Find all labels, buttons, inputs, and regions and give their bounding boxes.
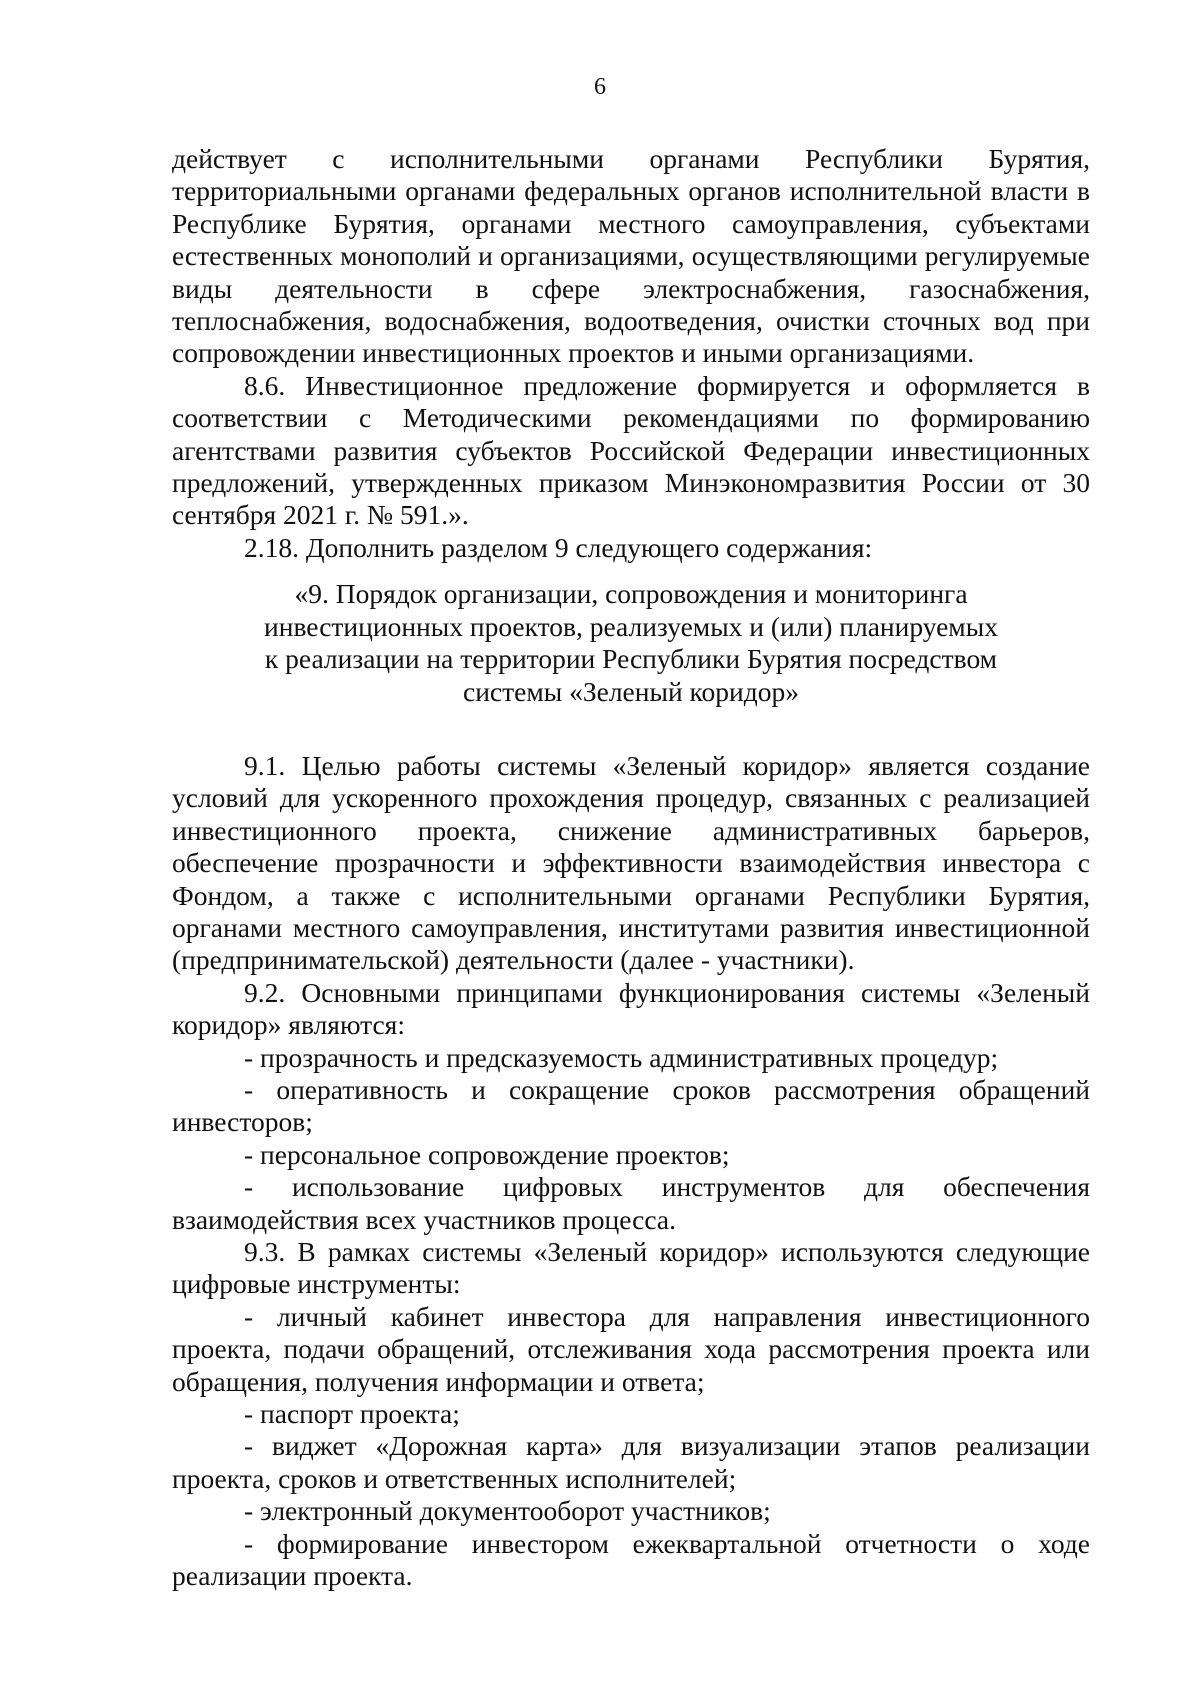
spacer [172, 708, 1090, 750]
list-item: - паспорт проекта; [244, 1398, 460, 1430]
page-number: 6 [594, 74, 606, 100]
list-item: - личный кабинет инвестора для направления инвестиционного проекта, подачи обращений, отслеживания хода рассмотрения проекта или обращения, получения информации и ответа; [172, 1300, 1090, 1397]
list-item: - виджет «Дорожная карта» для визуализации этапов реализации проекта, сроков и ответственных исполнителей; [172, 1430, 1090, 1494]
paragraph-9-1: 9.1. Целью работы системы «Зеленый коридор» является создание условий для ускоренного прохождения процедур, связанных с реализацией инвестиционного проекта, снижение административных барьеров, обеспечение прозрачности и эффективности взаимодействия инвестора с Фондом, а также с исполнительными органами Республики Бурятия, органами местного самоуправления, институтами развития инвестиционной (предпринимательской) деятельности (далее - участники). [172, 749, 1090, 976]
paragraph-2-18: 2.18. Дополнить разделом 9 следующего содержания: [244, 531, 873, 563]
heading-line: системы «Зеленый коридор» [463, 675, 799, 707]
list-item: - формирование инвестором ежеквартальной отчетности о ходе реализации проекта. [172, 1527, 1090, 1592]
paragraph-continuation: действует с исполнительными органами Республики Бурятия, территориальными органами федеральных органов исполнительной власти в Республике Бурятия, органами местного самоуправления, субъектами естественных монополий и организациями, осуществляющими регулируемые виды деятельности в сфере электроснабжения, газоснабжения, теплоснабжения, водоснабжения, водоотведения, очистки сточных вод при сопровождении инвестиционных проектов и иными организациями. [172, 143, 1090, 369]
document-body [172, 143, 1090, 1592]
paragraph-9-3: 9.3. В рамках системы «Зеленый коридор» используются следующие цифровые инструменты: [172, 1236, 1090, 1300]
paragraph-9-2: 9.2. Основными принципами функционирования системы «Зеленый коридор» являются: [172, 976, 1090, 1041]
list-item: - электронный документооборот участников; [244, 1495, 771, 1527]
paragraph-8-6: 8.6. Инвестиционное предложение формируется и оформляется в соответствии с Методическими рекомендациями по формированию агентствами развития субъектов Российской Федерации инвестиционных предложений, утвержденных приказом Минэкономразвития России от 30 сентября 2021 г. № 591.». [172, 369, 1090, 531]
list-item: - персональное сопровождение проектов; [244, 1138, 730, 1170]
section-heading [172, 578, 1090, 708]
heading-line: к реализации на территории Республики Бурятия посредством [264, 643, 998, 675]
list-item: - прозрачность и предсказуемость административных процедур; [244, 1041, 999, 1073]
heading-line: «9. Порядок организации, сопровождения и мониторинга [294, 578, 968, 610]
list-item: - оперативность и сокращение сроков рассмотрения обращений инвесторов; [172, 1073, 1090, 1138]
heading-line: инвестиционных проектов, реализуемых и (или) планируемых [264, 610, 998, 642]
list-item: - использование цифровых инструментов для обеспечения взаимодействия всех участников процесса. [172, 1171, 1090, 1235]
